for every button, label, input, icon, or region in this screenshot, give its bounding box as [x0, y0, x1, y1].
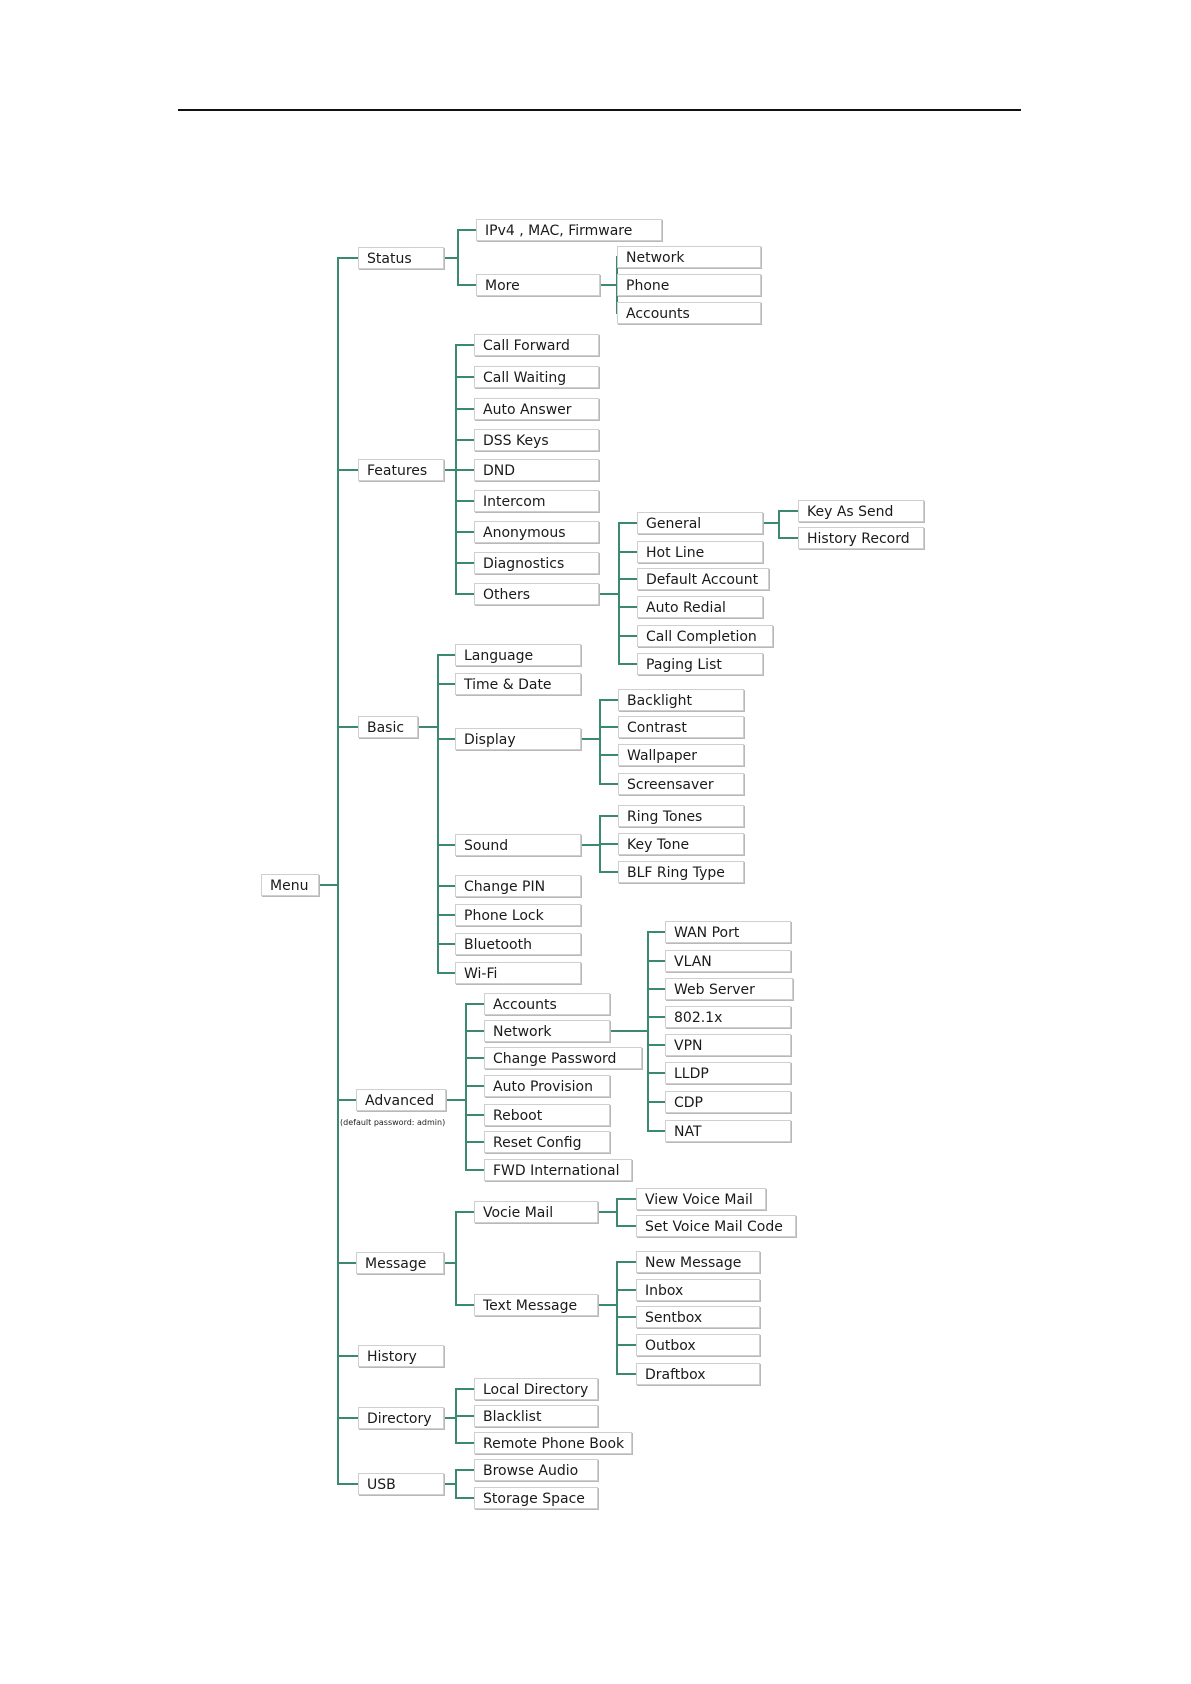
connector-stub-directory	[444, 1417, 457, 1419]
node-adv-network: Network	[484, 1020, 610, 1042]
connector-bus-text_message	[616, 1261, 618, 1375]
connector-leaf-adv_accounts	[466, 1003, 485, 1005]
connector-bus-display	[599, 699, 601, 785]
connector-leaf-adv_network	[466, 1030, 485, 1032]
connector-leaf-language	[438, 654, 456, 656]
connector-leaf-dot1x	[648, 1016, 666, 1018]
node-dss-keys: DSS Keys	[474, 429, 599, 451]
connector-leaf-auto_answer	[456, 408, 475, 410]
node-screensaver: Screensaver	[618, 773, 744, 795]
connector-leaf-inbox	[617, 1289, 637, 1291]
connector-bus-general	[778, 510, 780, 539]
connector-leaf-lldp	[648, 1072, 666, 1074]
node-call-completion: Call Completion	[637, 625, 773, 647]
node-more-accounts: Accounts	[617, 302, 761, 324]
connector-leaf-basic	[338, 726, 359, 728]
connector-bus-advanced	[465, 1003, 467, 1171]
connector-stub-sound	[581, 844, 601, 846]
node-advanced: Advanced	[356, 1089, 446, 1111]
connector-leaf-cdp	[648, 1101, 666, 1103]
connector-leaf-phone_lock	[438, 914, 456, 916]
node-storage-space: Storage Space	[474, 1487, 598, 1509]
node-nat: NAT	[665, 1120, 791, 1142]
node-ipv4: IPv4 , MAC, Firmware	[476, 219, 662, 241]
connector-leaf-text_message	[456, 1304, 475, 1306]
node-wallpaper: Wallpaper	[618, 744, 744, 766]
connector-leaf-default_account	[619, 578, 638, 580]
connector-leaf-blf_ring_type	[600, 871, 619, 873]
connector-leaf-screensaver	[600, 783, 619, 785]
node-remote-phone-book: Remote Phone Book	[474, 1432, 632, 1454]
node-dot1x: 802.1x	[665, 1006, 791, 1028]
node-time-date: Time & Date	[455, 673, 581, 695]
node-key-tone: Key Tone	[618, 833, 744, 855]
connector-leaf-remote_phone_book	[456, 1442, 475, 1444]
connector-stub-advanced	[446, 1099, 467, 1101]
node-sound: Sound	[455, 834, 581, 856]
node-more: More	[476, 274, 600, 296]
node-history-record: History Record	[798, 527, 924, 549]
advanced-password-note: (default password: admin)	[340, 1118, 446, 1127]
node-local-directory: Local Directory	[474, 1378, 598, 1400]
node-diagnostics: Diagnostics	[474, 552, 599, 574]
node-language: Language	[455, 644, 581, 666]
node-adv-accounts: Accounts	[484, 993, 610, 1015]
node-view-voice-mail: View Voice Mail	[636, 1188, 766, 1210]
node-text-message: Text Message	[474, 1294, 598, 1316]
connector-leaf-local_directory	[456, 1388, 475, 1390]
connector-stub-status	[444, 257, 459, 259]
node-more-phone: Phone	[617, 274, 761, 296]
connector-leaf-key_tone	[600, 843, 619, 845]
connector-leaf-dnd	[456, 469, 475, 471]
connector-stub-vocie_mail	[598, 1211, 618, 1213]
node-wan-port: WAN Port	[665, 921, 791, 943]
connector-stub-usb	[444, 1483, 457, 1485]
connector-leaf-ring_tones	[600, 815, 619, 817]
connector-leaf-call_waiting	[456, 376, 475, 378]
connector-leaf-storage_space	[456, 1497, 475, 1499]
connector-leaf-others	[456, 593, 475, 595]
node-usb: USB	[358, 1473, 444, 1495]
node-vpn: VPN	[665, 1034, 791, 1056]
node-general: General	[637, 512, 763, 534]
connector-leaf-change_password	[466, 1057, 485, 1059]
node-message: Message	[356, 1252, 444, 1274]
connector-leaf-history_record	[779, 537, 799, 539]
connector-stub-message	[444, 1262, 457, 1264]
node-reboot: Reboot	[484, 1104, 610, 1126]
connector-leaf-sentbox	[617, 1316, 637, 1318]
node-phone-lock: Phone Lock	[455, 904, 581, 926]
node-draftbox: Draftbox	[636, 1363, 760, 1385]
node-intercom: Intercom	[474, 490, 599, 512]
connector-leaf-key_as_send	[779, 510, 799, 512]
node-new-message: New Message	[636, 1251, 760, 1273]
node-directory: Directory	[358, 1407, 444, 1429]
node-outbox: Outbox	[636, 1334, 760, 1356]
node-features: Features	[358, 459, 444, 481]
node-others: Others	[474, 583, 599, 605]
connector-leaf-wallpaper	[600, 754, 619, 756]
connector-leaf-draftbox	[617, 1373, 637, 1375]
connector-leaf-intercom	[456, 500, 475, 502]
connector-leaf-message	[338, 1262, 357, 1264]
node-inbox: Inbox	[636, 1279, 760, 1301]
connector-leaf-features	[338, 469, 359, 471]
node-blf-ring-type: BLF Ring Type	[618, 861, 744, 883]
node-anonymous: Anonymous	[474, 521, 599, 543]
connector-leaf-dss_keys	[456, 439, 475, 441]
connector-leaf-vlan	[648, 960, 666, 962]
connector-leaf-reboot	[466, 1114, 485, 1116]
connector-bus-basic	[437, 654, 439, 974]
node-dnd: DND	[474, 459, 599, 481]
node-web-server: Web Server	[665, 978, 793, 1000]
connector-leaf-view_voice_mail	[617, 1198, 637, 1200]
connector-leaf-more	[458, 284, 477, 286]
node-blacklist: Blacklist	[474, 1405, 598, 1427]
connector-leaf-wifi	[438, 972, 456, 974]
connector-leaf-wan_port	[648, 931, 666, 933]
connector-leaf-ipv4	[458, 229, 477, 231]
connector-leaf-backlight	[600, 699, 619, 701]
node-vocie-mail: Vocie Mail	[474, 1201, 598, 1223]
connector-leaf-nat	[648, 1130, 666, 1132]
node-more-network: Network	[617, 246, 761, 268]
node-history: History	[358, 1345, 444, 1367]
connector-leaf-hot_line	[619, 551, 638, 553]
node-vlan: VLAN	[665, 950, 791, 972]
connector-leaf-auto_provision	[466, 1085, 485, 1087]
node-cdp: CDP	[665, 1091, 791, 1113]
connector-leaf-time_date	[438, 683, 456, 685]
connector-leaf-new_message	[617, 1261, 637, 1263]
connector-stub-text_message	[598, 1304, 618, 1306]
connector-leaf-call_completion	[619, 635, 638, 637]
node-wifi: Wi-Fi	[455, 962, 581, 984]
connector-leaf-advanced	[338, 1099, 357, 1101]
connector-leaf-change_pin	[438, 885, 456, 887]
node-auto-answer: Auto Answer	[474, 398, 599, 420]
connector-leaf-usb	[338, 1483, 359, 1485]
connector-leaf-outbox	[617, 1344, 637, 1346]
connector-leaf-status	[338, 257, 359, 259]
connector-leaf-bluetooth	[438, 943, 456, 945]
node-sentbox: Sentbox	[636, 1306, 760, 1328]
connector-stub-others	[599, 593, 620, 595]
connector-leaf-general	[619, 522, 638, 524]
node-ring-tones: Ring Tones	[618, 805, 744, 827]
connector-leaf-diagnostics	[456, 562, 475, 564]
connector-leaf-directory	[338, 1417, 359, 1419]
node-auto-redial: Auto Redial	[637, 596, 763, 618]
connector-leaf-sound	[438, 844, 456, 846]
node-contrast: Contrast	[618, 716, 744, 738]
connector-leaf-call_forward	[456, 344, 475, 346]
connector-leaf-web_server	[648, 988, 666, 990]
connector-stub-adv_network	[610, 1030, 649, 1032]
connector-leaf-anonymous	[456, 531, 475, 533]
connector-leaf-display	[438, 738, 456, 740]
connector-stub-basic	[418, 726, 439, 728]
node-status: Status	[358, 247, 444, 269]
node-menu: Menu	[261, 874, 319, 896]
connector-stub-more	[600, 284, 618, 286]
connector-leaf-vocie_mail	[456, 1211, 475, 1213]
connector-bus-message	[455, 1211, 457, 1306]
node-change-password: Change Password	[484, 1047, 642, 1069]
node-reset-config: Reset Config	[484, 1131, 610, 1153]
connector-bus-menu	[337, 257, 339, 1485]
connector-leaf-history	[338, 1355, 359, 1357]
node-browse-audio: Browse Audio	[474, 1459, 598, 1481]
node-change-pin: Change PIN	[455, 875, 581, 897]
connector-leaf-contrast	[600, 726, 619, 728]
connector-leaf-fwd_international	[466, 1169, 485, 1171]
node-default-account: Default Account	[637, 568, 769, 590]
connector-stub-display	[581, 738, 601, 740]
connector-stub-general	[763, 522, 780, 524]
connector-leaf-paging_list	[619, 663, 638, 665]
connector-leaf-browse_audio	[456, 1469, 475, 1471]
node-bluetooth: Bluetooth	[455, 933, 581, 955]
node-backlight: Backlight	[618, 689, 744, 711]
connector-leaf-blacklist	[456, 1415, 475, 1417]
node-key-as-send: Key As Send	[798, 500, 924, 522]
node-fwd-international: FWD International	[484, 1159, 632, 1181]
node-basic: Basic	[358, 716, 418, 738]
node-call-waiting: Call Waiting	[474, 366, 599, 388]
node-display: Display	[455, 728, 581, 750]
node-lldp: LLDP	[665, 1062, 791, 1084]
node-auto-provision: Auto Provision	[484, 1075, 610, 1097]
connector-leaf-set_voice_mail_code	[617, 1225, 637, 1227]
connector-leaf-vpn	[648, 1044, 666, 1046]
node-set-voice-mail-code: Set Voice Mail Code	[636, 1215, 796, 1237]
connector-stub-menu	[319, 884, 339, 886]
node-paging-list: Paging List	[637, 653, 763, 675]
connector-leaf-auto_redial	[619, 606, 638, 608]
connector-leaf-reset_config	[466, 1141, 485, 1143]
node-hot-line: Hot Line	[637, 541, 763, 563]
node-call-forward: Call Forward	[474, 334, 599, 356]
